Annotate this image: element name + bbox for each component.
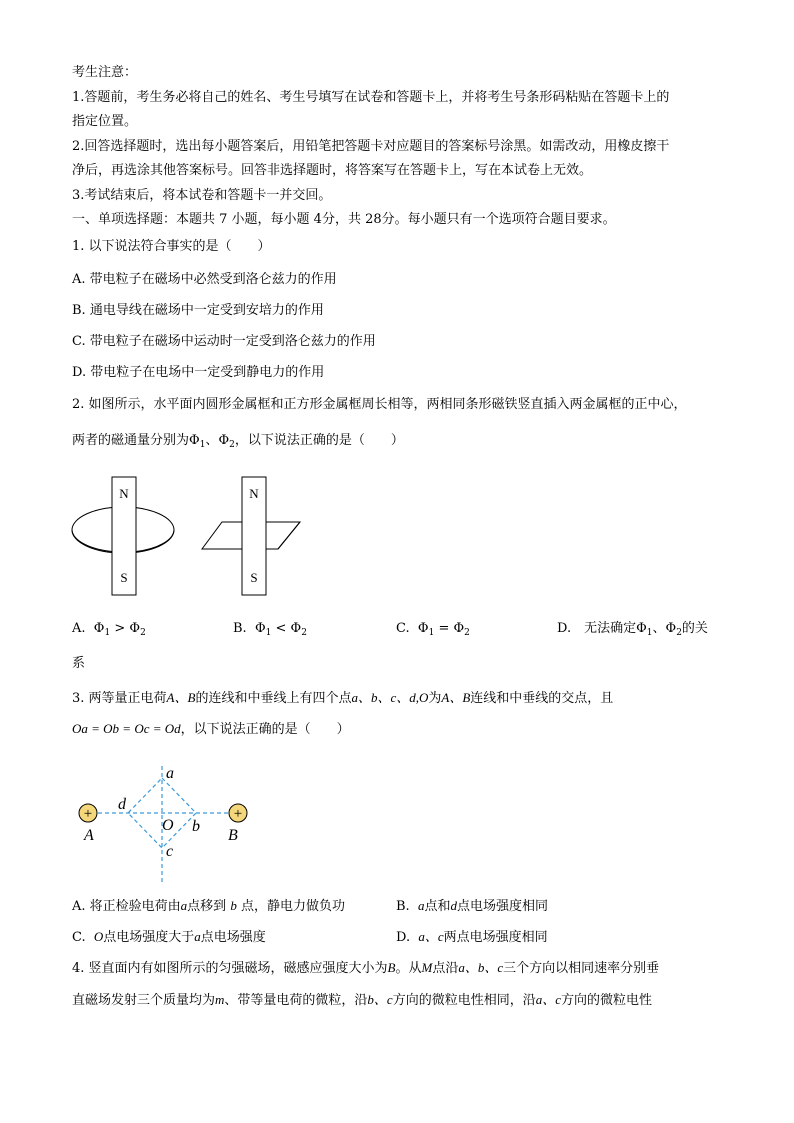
q2-option-d-wrap: 系 [72, 656, 86, 671]
q1-option-a: A. 带电粒子在磁场中必然受到洛仑兹力的作用 [72, 272, 337, 287]
q2-option-c: C. $\Phi_1 = \Phi_2$ [396, 621, 470, 638]
q2-option-a: A. $\Phi_1 > \Phi_2$ [72, 621, 146, 638]
notice-item-2-cont: 净后，再选涂其他答案标号。回答非选择题时，将答案写在答题卡上，写在本试卷上无效。 [72, 163, 593, 178]
q2-option-d: D. 无法确定$\Phi_1$、$\Phi_2$的关 [557, 621, 708, 638]
label-a: a [166, 765, 174, 782]
circle-frame-with-magnet [72, 477, 174, 595]
notice-item-2: 2.回答选择题时，选出每小题答案后，用铅笔把答题卡对应题目的答案标号涂黑。如需改动，用橡皮擦干 [72, 139, 670, 154]
notice-item-3: 3.考试结束后，将本试卷和答题卡一并交回。 [72, 188, 332, 203]
magnet-n-label-2: N [249, 486, 259, 501]
q4-stem-line1: 4. 竖直面内有如图所示的匀强磁场，磁感应强度大小为B。从M点沿a、b、c三个方向以相同速率分别垂 [72, 960, 660, 976]
q1-option-b: B. 通电导线在磁场中一定受到安培力的作用 [72, 303, 324, 318]
q3-stem-line2: Oa = Ob = Oc = Od，以下说法正确的是（ ） [72, 721, 350, 737]
charge-b [229, 804, 247, 822]
q2-figure [68, 472, 308, 600]
q1-option-d: D. 带电粒子在电场中一定受到静电力的作用 [72, 365, 325, 380]
label-b: b [192, 818, 200, 835]
q3-stem-line1: 3. 两等量正电荷A、B的连线和中垂线上有四个点a、b、c、d,O为A、B连线和中垂线的交点，且 [72, 690, 614, 706]
label-B: B [228, 827, 238, 844]
svg-text:+: + [83, 806, 93, 822]
q1-stem: 1. 以下说法符合事实的是（ ） [72, 239, 271, 254]
q2-stem-line1: 2. 如图所示，水平面内圆形金属框和正方形金属框周长相等，两相同条形磁铁竖直插入两金属框的正中心， [72, 397, 687, 412]
q3-option-d: D. a、c两点电场强度相同 [396, 929, 548, 945]
label-d: d [118, 796, 126, 813]
svg-text:+: + [233, 806, 243, 822]
square-frame-with-magnet [202, 477, 300, 595]
q3-option-a: A. 将正检验电荷由a点移到 b 点，静电力做负功 [72, 898, 345, 914]
q3-figure [68, 758, 258, 888]
magnet-s-label: S [120, 570, 128, 585]
q2-option-b: B. $\Phi_1 < \Phi_2$ [233, 621, 307, 638]
section-heading: 一、单项选择题：本题共 7 小题，每小题 4分，共 28分。每小题只有一个选项符合题目要求。 [72, 212, 616, 227]
notice-title: 考生注意： [72, 65, 138, 80]
q2-stem-line2: 两者的磁通量分别为$\Phi_1$、$\Phi_2$，以下说法正确的是（ ） [72, 433, 404, 450]
notice-item-1: 1.答题前，考生务必将自己的姓名、考生号填写在试卷和答题卡上，并将考生号条形码粘贴在答题卡上的 [72, 90, 670, 105]
q4-stem-line2: 直磁场发射三个质量均为m、带等量电荷的微粒，沿b、c方向的微粒电性相同，沿a、c方向的微粒电性 [72, 992, 653, 1008]
q3-option-c: C. O点电场强度大于a点电场强度 [72, 929, 266, 945]
q3-option-b: B. a点和d点电场强度相同 [396, 898, 548, 914]
label-c: c [166, 843, 174, 860]
label-A: A [84, 827, 94, 844]
notice-item-1-cont: 指定位置。 [72, 114, 138, 129]
magnet-s-label-2: S [250, 570, 258, 585]
charge-a [79, 804, 97, 822]
label-O: O [162, 817, 174, 834]
magnet-n-label: N [119, 486, 129, 501]
q1-option-c: C. 带电粒子在磁场中运动时一定受到洛仑兹力的作用 [72, 334, 376, 349]
